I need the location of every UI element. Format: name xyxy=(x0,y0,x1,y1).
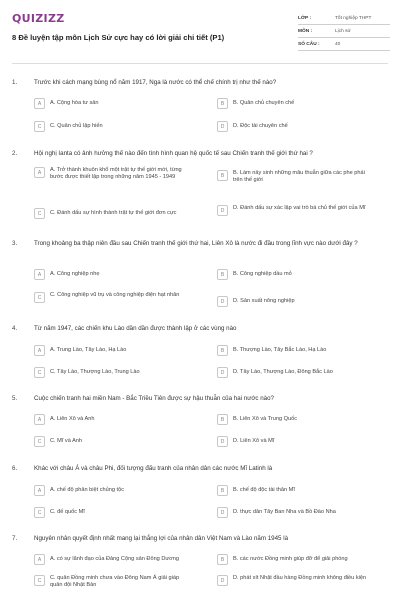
option-b[interactable] xyxy=(217,414,297,425)
option-a[interactable] xyxy=(34,414,94,425)
option-text: D. Tây Lào, Thượng Lào, Đông Bắc Lào xyxy=(233,369,333,375)
option-text: C. Quân chủ lập hiến xyxy=(50,123,103,129)
question-text: Từ năm 1947, các chiến khu Lào dần dần được thành lập ở các vùng nào xyxy=(34,325,237,332)
question-7 xyxy=(12,535,388,597)
option-b[interactable] xyxy=(217,98,294,109)
option-letter-badge: A xyxy=(34,414,45,425)
option-d[interactable] xyxy=(217,507,336,518)
question-number: 3. xyxy=(12,240,18,247)
option-text: A. Cộng hòa tư sản xyxy=(50,100,99,106)
question-text: Khác với châu Á và châu Phi, đối tượng đấu tranh của nhân dân các nước Mĩ Latinh là xyxy=(34,465,273,472)
question-4 xyxy=(12,325,388,385)
option-text: B. các nước Đồng minh giúp đỡ để giải phóng xyxy=(233,556,348,562)
question-6 xyxy=(12,465,388,525)
option-letter-badge: B xyxy=(217,345,228,356)
question-text: Hội nghị Ianta có ảnh hưởng thế nào đến tình hình quan hệ quốc tế sau Chiến tranh thế giới thứ hai ? xyxy=(34,150,313,157)
quizizz-logo: QUIZIZZ xyxy=(12,12,65,25)
meta-table xyxy=(298,12,390,51)
option-letter-badge: A xyxy=(34,554,45,565)
option-text: B. Công nghiệp dầu mỏ xyxy=(233,271,292,277)
question-text: Nguyên nhân quyết định nhất mang lại thắng lợi của nhân dân Việt Nam và Lào năm 1945 là xyxy=(34,535,289,542)
option-text: A. chế độ phân biệt chủng tộc xyxy=(50,487,125,493)
option-letter-badge: C xyxy=(34,367,45,378)
question-1 xyxy=(12,79,388,139)
option-c[interactable] xyxy=(34,436,82,447)
option-letter-badge: B xyxy=(217,485,228,496)
question-3 xyxy=(12,240,388,320)
option-text: C. Mĩ và Anh xyxy=(50,438,83,444)
option-letter-badge: D xyxy=(217,575,228,586)
meta-label: LỚP : xyxy=(298,15,312,21)
option-letter-badge: C xyxy=(34,121,45,132)
option-d[interactable] xyxy=(217,205,373,216)
option-a[interactable] xyxy=(34,554,179,565)
option-b[interactable] xyxy=(217,485,295,496)
option-b[interactable] xyxy=(217,269,292,280)
question-2 xyxy=(12,150,388,230)
question-number: 4. xyxy=(12,325,18,332)
option-letter-badge: C xyxy=(34,208,45,219)
option-c[interactable] xyxy=(34,121,103,132)
option-d[interactable] xyxy=(217,367,333,378)
meta-value: Lịch sử xyxy=(335,28,351,34)
option-text: D. phát xít Nhật đầu hàng Đồng minh không điều kiện xyxy=(233,575,367,581)
option-d[interactable] xyxy=(217,296,295,307)
option-letter-badge: D xyxy=(217,296,228,307)
option-a[interactable] xyxy=(34,269,99,280)
option-b[interactable] xyxy=(217,170,373,185)
question-text: Trong khoảng ba thập niên đầu sau Chiến tranh thế giới thứ hai, Liên Xô là nước đi đầu trong lĩnh vực nào dưới đây ? xyxy=(34,240,358,247)
meta-value: Tốt nghiệp THPT xyxy=(335,15,372,21)
option-text: D. Sản xuất nông nghiệp xyxy=(233,298,295,304)
option-text: C. Tây Lào, Thượng Lào, Trung Lào xyxy=(50,369,140,375)
option-letter-badge: A xyxy=(34,345,45,356)
meta-row-grade xyxy=(298,12,390,25)
option-b[interactable] xyxy=(217,345,326,356)
question-5 xyxy=(12,395,388,455)
option-text: B. Làm nảy sinh những mâu thuẫn giữa các phe phái trên thế giới xyxy=(233,170,365,184)
option-a[interactable] xyxy=(34,98,99,109)
worksheet-header xyxy=(0,0,400,60)
option-c[interactable] xyxy=(34,507,85,518)
option-a[interactable] xyxy=(34,167,190,182)
option-text: B. Thượng Lào, Tây Bắc Lào, Hạ Lào xyxy=(233,347,327,353)
option-letter-badge: A xyxy=(34,485,45,496)
option-d[interactable] xyxy=(217,575,373,586)
option-letter-badge: B xyxy=(217,98,228,109)
option-text: A. Trở thành khuôn khổ một trật tự thế giới mới, từng bước được thiết lập trong những năm 1945 - 1949 xyxy=(50,167,182,181)
option-letter-badge: B xyxy=(217,554,228,565)
meta-label: SỐ CÂU : xyxy=(298,41,320,47)
option-text: C. quân Đồng minh chưa vào Đông Nam Á giải giáp quân đội Nhật Bản xyxy=(50,575,180,589)
option-letter-badge: C xyxy=(34,292,45,303)
option-d[interactable] xyxy=(217,436,274,447)
option-c[interactable] xyxy=(34,208,176,219)
option-a[interactable] xyxy=(34,485,124,496)
option-c[interactable] xyxy=(34,367,140,378)
option-text: A. Liên Xô và Anh xyxy=(50,416,95,422)
question-number: 7. xyxy=(12,535,18,542)
meta-label: MÔN : xyxy=(298,28,313,34)
option-text: C. Công nghiệp vũ trụ và công nghiệp điện hạt nhân xyxy=(50,292,180,298)
option-d[interactable] xyxy=(217,121,288,132)
option-text: A. Trung Lào, Tây Lào, Hạ Lào xyxy=(50,347,127,353)
option-letter-badge: B xyxy=(217,414,228,425)
question-number: 2. xyxy=(12,150,18,157)
option-text: B. chế độ độc tài thân Mĩ xyxy=(233,487,295,493)
header-divider xyxy=(12,63,388,64)
option-letter-badge: B xyxy=(217,170,228,181)
document-title: 8 Đề luyện tập môn Lịch Sử cực hay có lời giải chi tiết (P1) xyxy=(12,33,225,42)
meta-row-subject xyxy=(298,25,390,38)
option-text: D. Liên Xô và Mĩ xyxy=(233,438,275,444)
option-text: B. Liên Xô và Trung Quốc xyxy=(233,416,298,422)
question-number: 5. xyxy=(12,395,18,402)
option-text: D. Đánh dấu sự xác lập vai trò bá chủ thế giới của Mĩ xyxy=(233,205,366,211)
option-b[interactable] xyxy=(217,554,348,565)
option-text: D. thực dân Tây Ban Nha và Bồ Đào Nha xyxy=(233,509,336,515)
option-letter-badge: D xyxy=(217,367,228,378)
option-letter-badge: D xyxy=(217,507,228,518)
option-letter-badge: A xyxy=(34,167,45,178)
option-text: A. có sự lãnh đạo của Đảng Cộng sản Đông Dương xyxy=(50,556,180,562)
option-text: C. đế quốc Mĩ xyxy=(50,509,85,515)
option-text: A. Công nghiệp nhẹ xyxy=(50,271,100,277)
option-letter-badge: D xyxy=(217,205,228,216)
meta-value: 40 xyxy=(335,41,341,47)
option-text: D. Độc tài chuyên chế xyxy=(233,123,288,129)
option-c[interactable] xyxy=(34,292,190,303)
option-text: C. Đánh dấu sự hình thành trật tự thế giới đơn cực xyxy=(50,210,177,216)
option-letter-badge: C xyxy=(34,507,45,518)
option-letter-badge: A xyxy=(34,98,45,109)
option-letter-badge: A xyxy=(34,269,45,280)
question-number: 6. xyxy=(12,465,18,472)
question-number: 1. xyxy=(12,79,18,86)
option-letter-badge: D xyxy=(217,436,228,447)
option-c[interactable] xyxy=(34,575,190,590)
option-text: B. Quân chủ chuyên chế xyxy=(233,100,295,106)
option-letter-badge: C xyxy=(34,436,45,447)
question-text: Trước khi cách mạng bùng nổ năm 1917, Nga là nước có thể chế chính trị như thế nào? xyxy=(34,79,277,86)
option-a[interactable] xyxy=(34,345,126,356)
option-letter-badge: C xyxy=(34,575,45,586)
question-text: Cuộc chiến tranh hai miền Nam - Bắc Triều Tiên được sự hậu thuẫn của hai nước nào? xyxy=(34,395,274,402)
meta-row-count xyxy=(298,38,390,51)
option-letter-badge: D xyxy=(217,121,228,132)
option-letter-badge: B xyxy=(217,269,228,280)
